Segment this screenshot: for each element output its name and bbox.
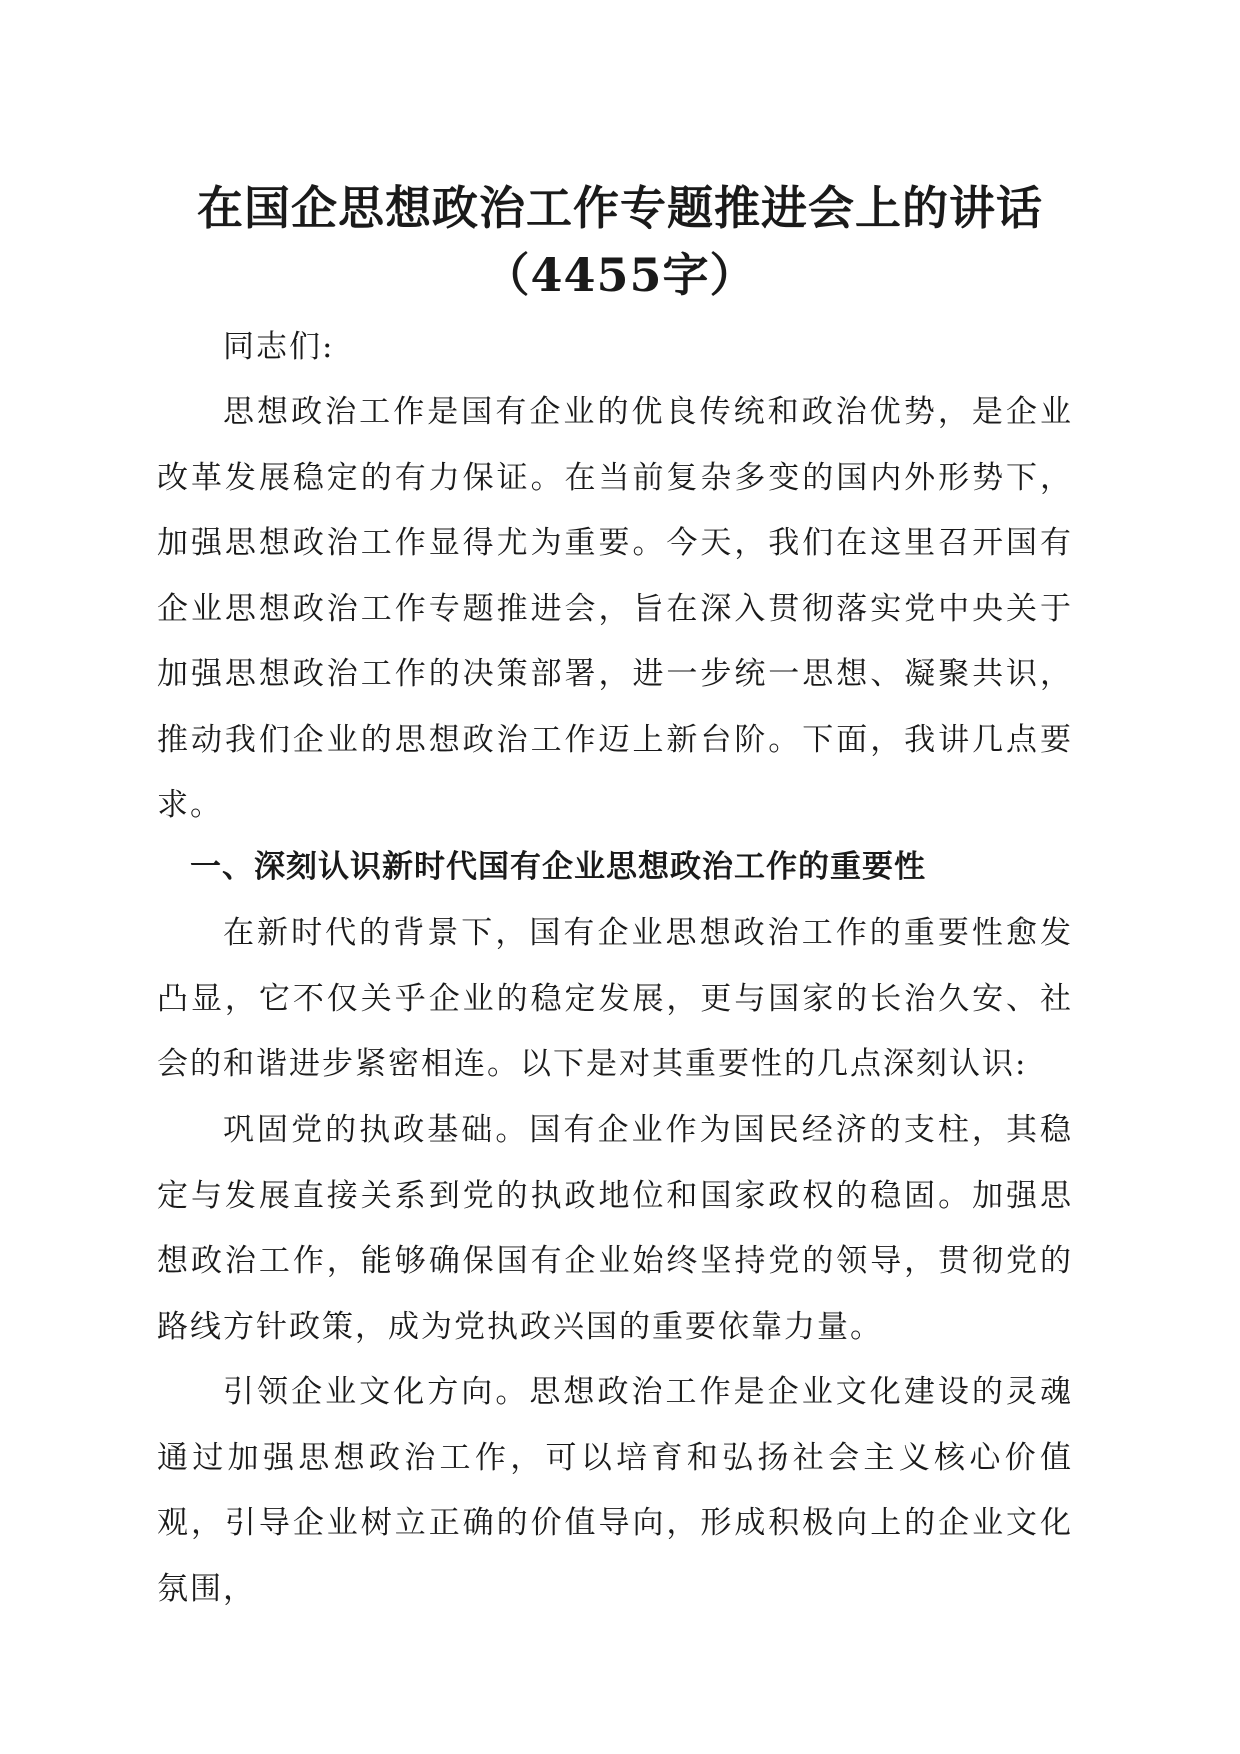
section-heading: 一、深刻认识新时代国有企业思想政治工作的重要性 <box>190 849 926 885</box>
section-paragraph: 在新时代的背景下，国有企业思想政治工作的重要性愈发凸显，它不仅关乎企业的稳定发展，更与国家的长治久安、社会的和谐进步紧密相连。以下是对其重要性的几点深刻认识: <box>157 915 1073 1082</box>
document-subtitle: （4455字） <box>483 248 757 302</box>
intro-paragraph: 思想政治工作是国有企业的优良传统和政治优势，是企业改革发展稳定的有力保证。在当前复杂多变的国内外形势下，加强思想政治工作显得尤为重要。今天，我们在这里召开国有企业思想政治工作专题推进会，旨在深入贯彻落实党中央关于加强思想政治工作的决策部署，进一步统一思想、凝聚共识，推动我们企业的思想政治工作迈上新台阶。下面，我讲几点要求。 <box>157 394 1073 823</box>
greeting: 同志们: <box>223 329 335 365</box>
section-paragraph: 引领企业文化方向。思想政治工作是企业文化建设的灵魂通过加强思想政治工作，可以培育和弘扬社会主义核心价值观，引导企业树立正确的价值导向，形成积极向上的企业文化氛围， <box>157 1374 1073 1607</box>
section-paragraph: 巩固党的执政基础。国有企业作为国民经济的支柱，其稳定与发展直接关系到党的执政地位和国家政权的稳固。加强思想政治工作，能够确保国有企业始终坚持党的领导，贯彻党的路线方针政策，成为党执政兴国的重要依靠力量。 <box>157 1112 1073 1345</box>
document-title: 在国企思想政治工作专题推进会上的讲话 <box>197 181 1043 235</box>
